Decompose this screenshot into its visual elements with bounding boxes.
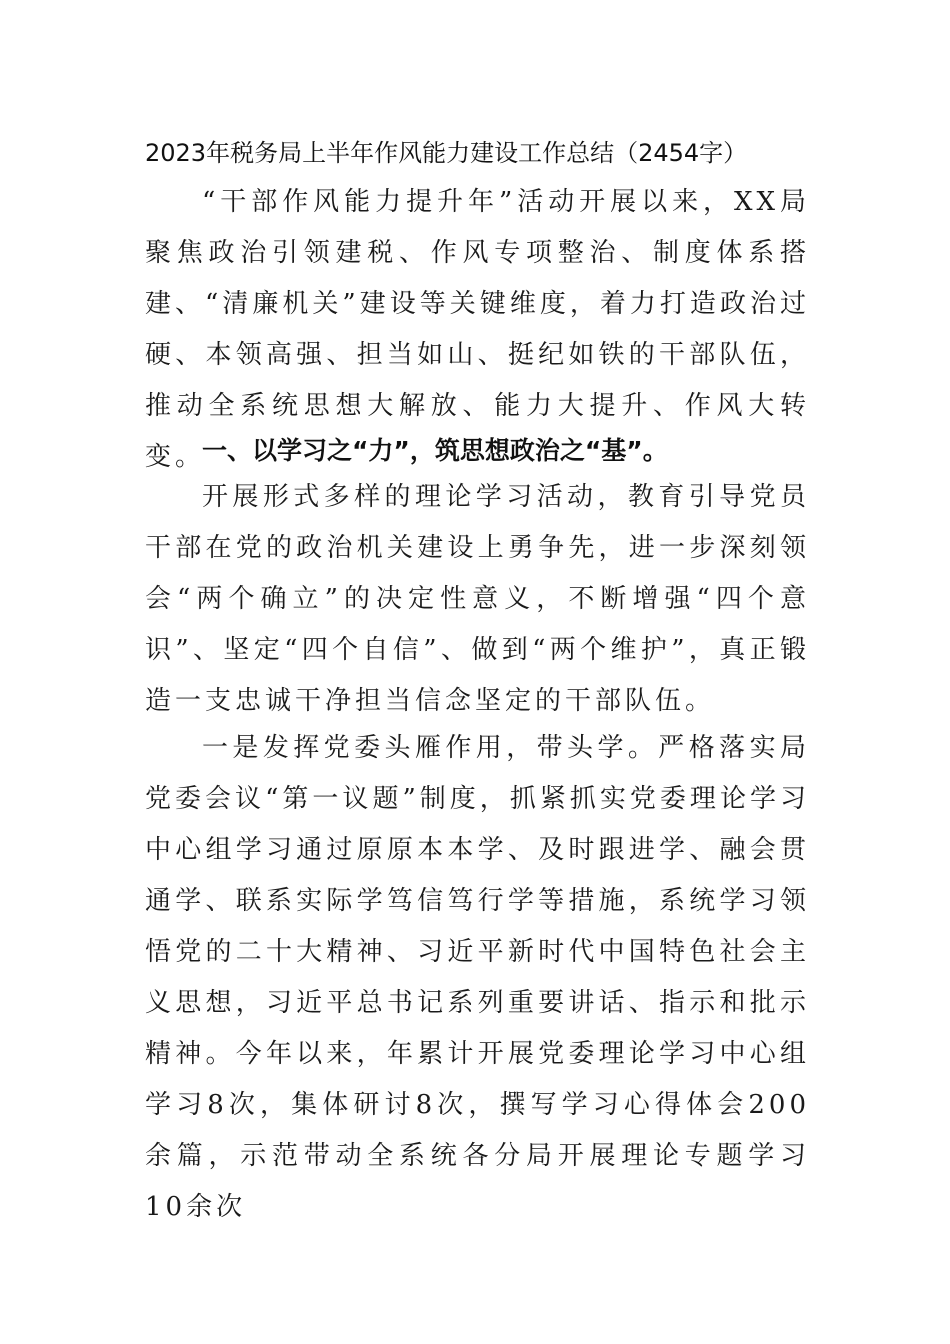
intro-paragraph: “干部作风能力提升年”活动开展以来，XX局聚焦政治引领建税、作风专项整治、制度体系搭建、“清廉机关”建设等关键维度，着力打造政治过硬、本领高强、担当如山、挺纪如铁的干部队伍，推动全系统思想大解放、能力大提升、作风大转变。 bbox=[145, 187, 810, 472]
point-one-paragraph: 一是发挥党委头雁作用，带头学。严格落实局党委会议“第一议题”制度，抓紧抓实党委理论学习中心组学习通过原原本本学、及时跟进学、融会贯通学、联系实际学笃信笃行学等措施，系统学习领悟党的二十大精神、习近平新时代中国特色社会主义思想，习近平总书记系列重要讲话、指示和批示精神。今年以来，年累计开展党委理论学习中心组学习8次，集体研讨8次，撰写学习心得体会200余篇，示范带动全系统各分局开展理论专题学习10余次 bbox=[145, 733, 810, 1222]
section-heading: 一、以学习之“力”，筑思想政治之“基”。 bbox=[202, 436, 668, 465]
section-intro-paragraph: 开展形式多样的理论学习活动，教育引导党员干部在党的政治机关建设上勇争先，进一步深刻领会“两个确立”的决定性意义，不断增强“四个意识”、坚定“四个自信”、做到“两个维护”，真正锻造一支忠诚干净担当信念坚定的干部队伍。 bbox=[145, 482, 810, 716]
document-title: 2023年税务局上半年作风能力建设工作总结（2454字） bbox=[145, 139, 748, 167]
